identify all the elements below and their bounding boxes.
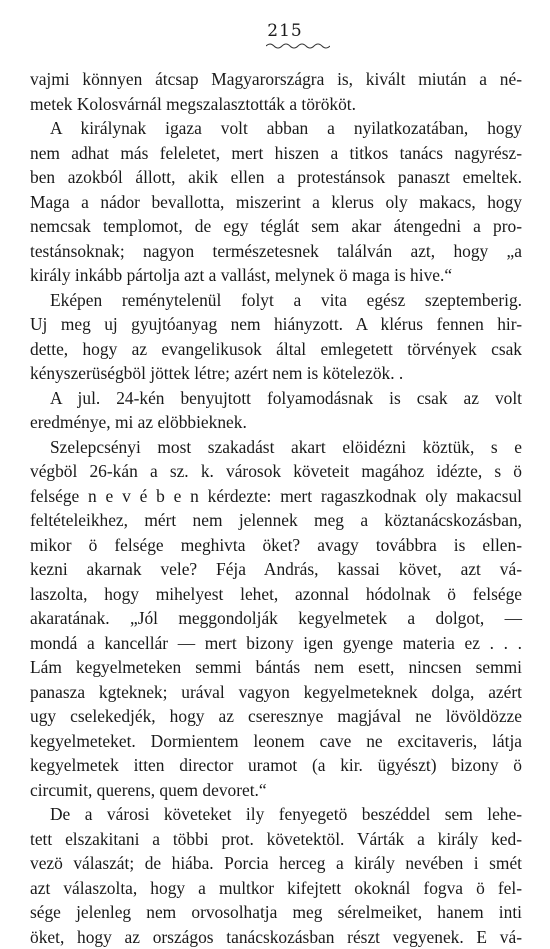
text-line: azt válaszolta, hogy a multkor kifejtett okoknál fogva ö fel- — [30, 876, 522, 901]
body-text — [30, 67, 522, 949]
text-line: vezö válaszát; de hiába. Porcia herceg a király nevében i smét — [30, 851, 522, 876]
text-line: ugy cselekedjék, hogy az cseresznye magjával ne lövöldözze — [30, 704, 522, 729]
text-line: dette, hogy az evangelikusok által emlegetett törvények csak — [30, 337, 522, 362]
text-line: laszolta, hogy mihelyest lehet, azonnal hódolnak ö felsége — [30, 582, 522, 607]
text-line: A jul. 24-kén benyujtott folyamodásnak is csak az volt — [30, 386, 522, 411]
text-line: feltételeikhez, mért nem jelennek meg a köztanácskozásban, — [30, 508, 522, 533]
text-line: kényszerüségböl jöttek létre; azért nem is kötelezök. . — [30, 361, 522, 386]
text-line: De a városi követeket ily fenyegetö beszéddel sem lehe- — [30, 802, 522, 827]
text-line: mikor ö felsége meghivta öket? avagy továbbra is ellen- — [30, 533, 522, 558]
text-line: Maga a nádor bevallotta, miszerint a klerus oly makacs, hogy — [30, 190, 522, 215]
text-line: kegyelmetek itten director uramot (a kir. ügyészt) bizony ö — [30, 753, 522, 778]
page-number-ornament — [266, 42, 330, 50]
text-line: tett elszakitani a többi prot. követektöl. Várták a király ked- — [30, 827, 522, 852]
page-number: 215 — [48, 20, 522, 42]
book-page — [30, 20, 522, 949]
text-line: felsége n e v é b e n kérdezte: mert ragaszkodnak oly makacsul — [30, 484, 522, 509]
text-line: eredménye, mi az elöbbieknek. — [30, 410, 522, 435]
text-line: nemcsak templomot, de egy téglát sem akar átengedni a pro- — [30, 214, 522, 239]
text-line: panasza kgteknek; urával vagyon kegyelmeteknek dolga, azért — [30, 680, 522, 705]
text-line: sége jelenleg nem orvosolhatja meg sérelmeiket, hanem inti — [30, 900, 522, 925]
text-line: akaratának. „Jól meggondolják kegyelmetek a dolgot, — — [30, 606, 522, 631]
text-line: Szelepcsényi most szakadást akart elöidézni köztük, s e — [30, 435, 522, 460]
text-line: nem adhat más feleletet, mert hiszen a titkos tanács nagyrész- — [30, 141, 522, 166]
text-line: mondá a kancellár — mert bizony igen gyenge materia ez . . . — [30, 631, 522, 656]
text-line: Uj meg uj gyujtóanyag nem hiányzott. A klérus fennen hir- — [30, 312, 522, 337]
text-line: végböl 26-kán a sz. k. városok követeit magához idézte, s ö — [30, 459, 522, 484]
text-line: ben azokból állott, akik ellen a protestánsok panaszt emeltek. — [30, 165, 522, 190]
text-line: öket, hogy az országos tanácskozásban részt vegyenek. E vá- — [30, 925, 522, 949]
text-line: A királynak igaza volt abban a nyilatkozatában, hogy — [30, 116, 522, 141]
text-line: testánsoknak; nagyon természetesnek találván azt, hogy „a — [30, 239, 522, 264]
text-line: kegyelmeteket. Dormientem leonem cave ne excitaveris, látja — [30, 729, 522, 754]
text-line: kezni akarnak vele? Féja András, kassai követ, azt vá- — [30, 557, 522, 582]
text-line: Lám kegyelmeteken semmi bántás nem esett, nincsen semmi — [30, 655, 522, 680]
text-line: vajmi könnyen átcsap Magyarországra is, kivált miután a né- — [30, 67, 522, 92]
text-line: circumit, querens, quem devoret.“ — [30, 778, 522, 803]
text-line: Eképen reménytelenül folyt a vita egész szeptemberig. — [30, 288, 522, 313]
text-line: metek Kolosvárnál megszalasztották a törököt. — [30, 92, 522, 117]
text-line: király inkább pártolja azt a vallást, melynek ö maga is hive.“ — [30, 263, 522, 288]
